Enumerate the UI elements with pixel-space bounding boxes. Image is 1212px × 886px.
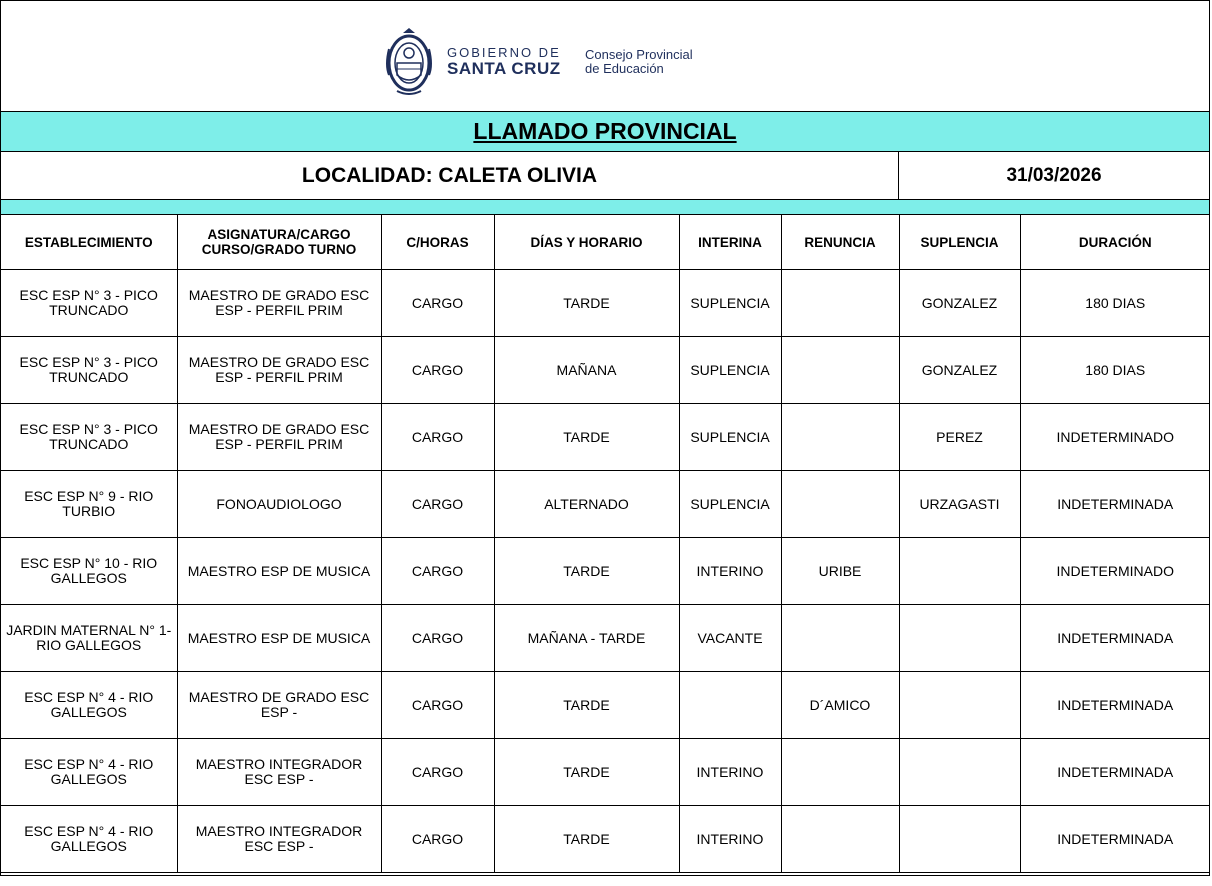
cell-renuncia [781,605,899,672]
cell-asignatura: MAESTRO INTEGRADOR ESC ESP - [177,806,381,873]
col-asignatura: ASIGNATURA/CARGO CURSO/GRADO TURNO [177,215,381,270]
cell-interina: VACANTE [679,605,781,672]
cell-renuncia [781,337,899,404]
cell-dias-horario: MAÑANA - TARDE [494,605,679,672]
cell-dias-horario: TARDE [494,672,679,739]
cell-renuncia [781,739,899,806]
cell-c-horas: CARGO [381,538,494,605]
cell-c-horas: CARGO [381,806,494,873]
council-line-1: Consejo Provincial [585,47,693,62]
council-line-2: de Educación [585,61,664,76]
cell-asignatura: MAESTRO DE GRADO ESC ESP - PERFIL PRIM [177,404,381,471]
cell-c-horas: CARGO [381,471,494,538]
cell-establecimiento: ESC ESP N° 3 - PICO TRUNCADO [1,404,177,471]
col-duracion: DURACIÓN [1020,215,1210,270]
col-establecimiento: ESTABLECIMIENTO [1,215,177,270]
cell-suplencia [899,605,1020,672]
cell-establecimiento: JARDIN MATERNAL N° 1- RIO GALLEGOS [1,605,177,672]
cell-c-horas: CARGO [381,739,494,806]
cell-duracion: INDETERMINADA [1020,806,1210,873]
cell-interina: SUPLENCIA [679,404,781,471]
cell-c-horas: CARGO [381,404,494,471]
cell-establecimiento: ESC ESP N° 3 - PICO TRUNCADO [1,337,177,404]
table-row [1,605,1210,672]
cell-interina: INTERINO [679,538,781,605]
col-interina: INTERINA [679,215,781,270]
cell-renuncia [781,471,899,538]
cell-c-horas: CARGO [381,672,494,739]
location-row [1,152,1209,200]
cell-dias-horario: TARDE [494,806,679,873]
cell-interina: SUPLENCIA [679,337,781,404]
positions-table [1,215,1210,873]
government-logo [383,25,723,99]
cell-dias-horario: ALTERNADO [494,471,679,538]
cell-suplencia [899,538,1020,605]
cell-c-horas: CARGO [381,270,494,337]
cell-renuncia: D´AMICO [781,672,899,739]
cell-renuncia [781,806,899,873]
cell-establecimiento: ESC ESP N° 9 - RIO TURBIO [1,471,177,538]
accent-strip [1,200,1209,215]
cell-duracion: 180 DIAS [1020,337,1210,404]
cell-dias-horario: TARDE [494,739,679,806]
table-row [1,806,1210,873]
cell-duracion: INDETERMINADO [1020,404,1210,471]
cell-renuncia: URIBE [781,538,899,605]
table-row [1,270,1210,337]
cell-asignatura: FONOAUDIOLOGO [177,471,381,538]
cell-dias-horario: TARDE [494,270,679,337]
cell-suplencia [899,806,1020,873]
localidad-label: LOCALIDAD: CALETA OLIVIA [1,152,899,199]
table-header-row [1,215,1210,270]
cell-asignatura: MAESTRO DE GRADO ESC ESP - [177,672,381,739]
cell-duracion: INDETERMINADA [1020,739,1210,806]
cell-interina: INTERINO [679,739,781,806]
cell-suplencia [899,672,1020,739]
cell-renuncia [781,404,899,471]
cell-duracion: INDETERMINADA [1020,672,1210,739]
gov-label-small: GOBIERNO DE [447,45,561,60]
cell-dias-horario: TARDE [494,538,679,605]
col-renuncia: RENUNCIA [781,215,899,270]
table-row [1,337,1210,404]
gov-label-province: SANTA CRUZ [447,59,561,78]
cell-interina: SUPLENCIA [679,471,781,538]
cell-c-horas: CARGO [381,337,494,404]
cell-duracion: INDETERMINADO [1020,538,1210,605]
table-row [1,672,1210,739]
cell-duracion: INDETERMINADA [1020,605,1210,672]
cell-suplencia [899,739,1020,806]
cell-interina: INTERINO [679,806,781,873]
cell-asignatura: MAESTRO DE GRADO ESC ESP - PERFIL PRIM [177,270,381,337]
cell-duracion: 180 DIAS [1020,270,1210,337]
cell-asignatura: MAESTRO ESP DE MUSICA [177,538,381,605]
cell-establecimiento: ESC ESP N° 10 - RIO GALLEGOS [1,538,177,605]
cell-establecimiento: ESC ESP N° 3 - PICO TRUNCADO [1,270,177,337]
cell-establecimiento: ESC ESP N° 4 - RIO GALLEGOS [1,806,177,873]
cell-suplencia: PEREZ [899,404,1020,471]
council-name [585,48,693,76]
col-suplencia: SUPLENCIA [899,215,1020,270]
cell-dias-horario: MAÑANA [494,337,679,404]
table-row [1,404,1210,471]
cell-c-horas: CARGO [381,605,494,672]
cell-duracion: INDETERMINADA [1020,471,1210,538]
table-row [1,739,1210,806]
col-c-horas: C/HORAS [381,215,494,270]
cell-suplencia: URZAGASTI [899,471,1020,538]
page-title: LLAMADO PROVINCIAL [473,118,737,144]
cell-suplencia: GONZALEZ [899,337,1020,404]
cell-establecimiento: ESC ESP N° 4 - RIO GALLEGOS [1,672,177,739]
cell-interina: SUPLENCIA [679,270,781,337]
letterhead [1,1,1209,112]
title-bar [1,112,1209,152]
call-date: 31/03/2026 [1006,164,1102,186]
cell-asignatura: MAESTRO DE GRADO ESC ESP - PERFIL PRIM [177,337,381,404]
cell-suplencia: GONZALEZ [899,270,1020,337]
table-row [1,471,1210,538]
cell-dias-horario: TARDE [494,404,679,471]
cell-interina [679,672,781,739]
col-dias-horario: DÍAS Y HORARIO [494,215,679,270]
cell-renuncia [781,270,899,337]
cell-establecimiento: ESC ESP N° 4 - RIO GALLEGOS [1,739,177,806]
provincial-crest-icon [383,25,435,97]
cell-asignatura: MAESTRO ESP DE MUSICA [177,605,381,672]
table-row [1,538,1210,605]
cell-asignatura: MAESTRO INTEGRADOR ESC ESP - [177,739,381,806]
